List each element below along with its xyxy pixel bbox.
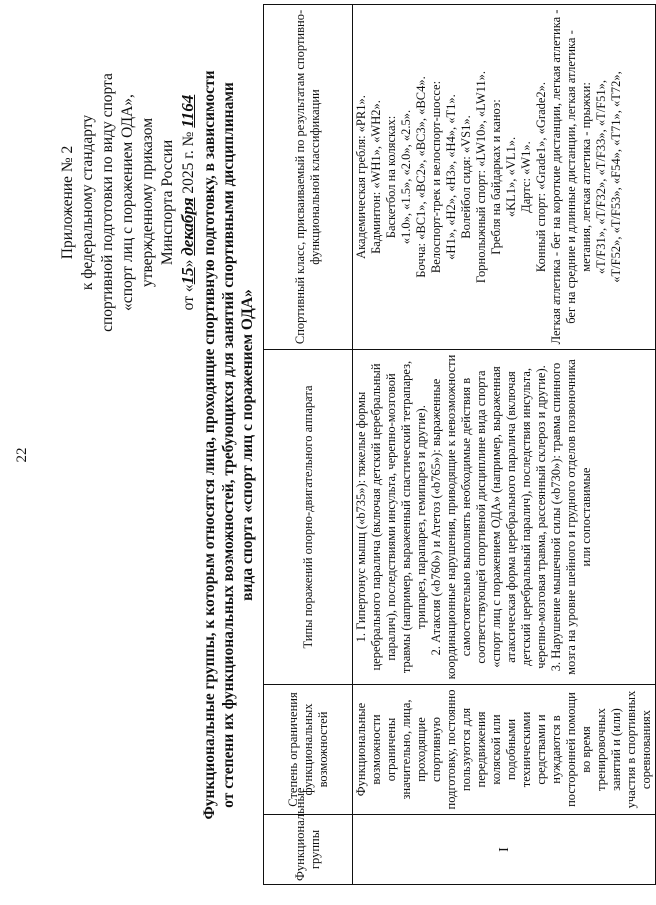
date-year: 2025 г. № <box>180 127 197 198</box>
title-line: Функциональные группы, к которым относятся лица, проходящие спортивную подготовку, в зависимости <box>201 70 218 820</box>
page-number: 22 <box>14 447 30 463</box>
class-item: «1.0», «1.5», «2.0», «2.5». <box>399 109 413 245</box>
date-prefix: от « <box>180 284 197 311</box>
class-item: Дартс: «W1». <box>519 141 533 213</box>
class-item: Велоспорт-трек и велоспорт-шоссе: <box>429 80 443 274</box>
appendix-header <box>58 5 199 400</box>
title-line: от степени их функциональных возможностей, требующихся для занятий спортивными дисциплинами <box>220 82 237 808</box>
class-item: Академическая гребля: «PR1». <box>354 95 368 259</box>
class-item: Баскетбол на колясках: <box>384 115 398 239</box>
degree-cell: Функциональные возможности ограничены значительно, лица, проходящие спортивную подготовку, постоянно пользуются для передвижения коляской или подобными техническими средствами и нуждаются в посторонней помощи во время тренировочных занятий и (или) участия в спортивных соревнованиях <box>353 685 656 815</box>
appendix-line: утвержденному приказом <box>139 117 156 288</box>
class-item: Бочча: «BC1», «BC2», «BC3», «BC4». <box>414 76 428 278</box>
header-types: Типы поражений опорно-двигательного аппарата <box>264 350 353 685</box>
handwritten-order-number: 1164 <box>178 94 197 128</box>
table-row <box>353 5 656 885</box>
order-date-line <box>178 5 199 400</box>
type-item: 2. Атаксия («b760») и Атетоз («b765»): выраженные координационные нарушения, приводящие к невозможности самостоятельно выполнять необходимые действия в соответствующей спортивной дисциплине вида спорта «спорт лиц с поражением ОДА» (например, выраженная атаксическая форма церебрального паралича (включая детский церебральный паралич), последствия инсульта, черепно-мозговая травма, рассеянный склероз и другие). <box>429 354 548 680</box>
functional-groups-table <box>263 4 656 885</box>
appendix-line: «спорт лиц с поражением ОДА», <box>119 94 136 311</box>
class-item: «H1», «H2», «H3», «H4», «T1». <box>444 94 458 260</box>
class-item: Волейбол сидя: «VS1». <box>459 115 473 239</box>
table-header-row <box>264 5 353 885</box>
classes-cell <box>353 5 656 350</box>
appendix-line: Приложение № 2 <box>59 145 76 260</box>
class-item: Конный спорт: «Grade1», «Grade2». <box>534 81 548 273</box>
date-mid: » <box>180 255 197 268</box>
class-item: Гребля на байдарках и каноэ: <box>489 99 503 255</box>
class-item: Бадминтон: «WH1», «WH2». <box>369 100 383 254</box>
handwritten-month: декабря <box>178 197 197 256</box>
appendix-line: к федеральному стандарту <box>79 114 96 291</box>
header-groups: Функциональные группы <box>264 815 353 885</box>
class-item: Горнолыжный спорт: «LW10», «LW11». <box>474 70 488 284</box>
title-line: вида спорта «спорт лиц с поражением ОДА» <box>239 289 256 601</box>
group-cell: I <box>353 815 656 885</box>
class-item: Легкая атлетика - бег на короткие дистанции, легкая атлетика - бег на средние и длинные дистанции, легкая атлетика - метания, легкая атлетика - прыжки: <box>549 9 593 345</box>
appendix-line: спортивной подготовки по виду спорта <box>99 73 116 332</box>
header-degree: Степень ограничения функциональных возможностей <box>264 685 353 815</box>
type-item: 1. Гипертонус мышц («b735»): тяжелые формы церебрального паралича (включая детский церебральный паралич), последствиями инсульта, черепно-мозговой травмы (например, выраженный спастический тетрапарез, трипарез, парапарез, гемипарез и другие). <box>354 360 428 674</box>
document-title <box>200 25 257 865</box>
types-cell <box>353 350 656 685</box>
class-item: «T/F52», «T/F53», «F54», «T71», «T72», <box>609 71 623 283</box>
appendix-line: Минспорта России <box>159 139 176 266</box>
handwritten-day: 15 <box>178 267 197 285</box>
type-item: 3. Нарушение мышечной силы («b730»): травма спинного мозга на уровне шейного и грудного отделов позвоночника или сопоставимые <box>549 359 593 675</box>
class-item: «T/F31», «T/F32», «T/F33», «T/F51», <box>594 79 608 275</box>
class-item: «KL1», «VL1». <box>504 136 518 218</box>
header-classes: Спортивный класс, присваиваемый по результатам спортивно-функциональной классификации <box>264 5 353 350</box>
